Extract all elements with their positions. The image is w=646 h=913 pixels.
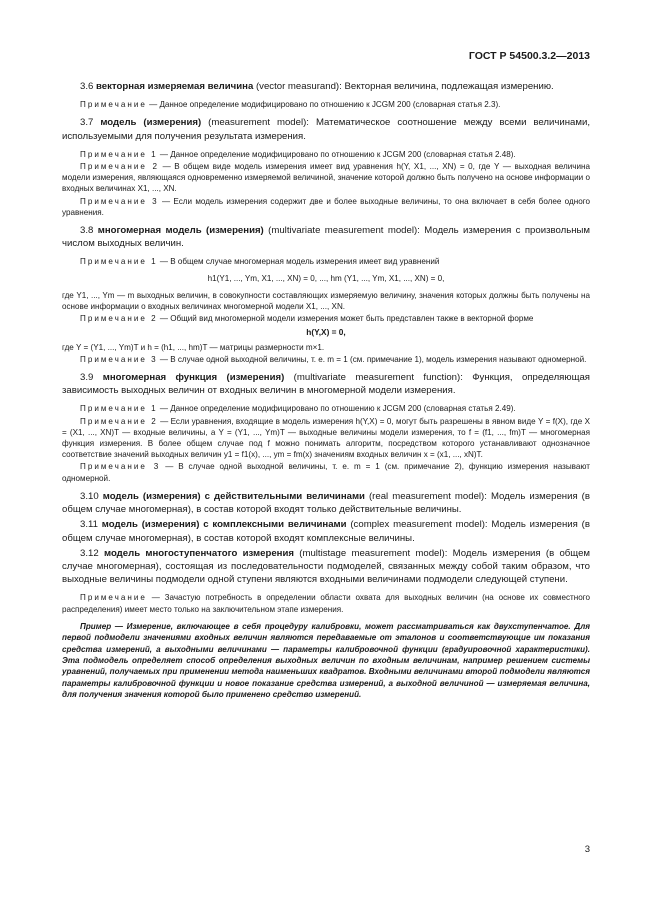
example-calibration: Пример — Измерение, включающее в себя процедуру калибровки, может рассматриваться как двухступенчатое. Для первой подмодели значениями входных величин являются передаваемые от эталонов и соответствующие им показания средства измерений, а выходными величинами — параметры калибровочной функции (градуировочной характеристики). Эта подмодель определяет способ определения выходных величин по входным величинам, например решением системы уравнений, получаемых при применении метода наименьших квадратов. Входными величинами второй подмодели являются параметры калибровочной функции и новое показание средства измерений, а выходной величиной — измеряемая величина, для получения значения которой было применено средство измерений.	[62, 621, 590, 700]
definition-3-10: 3.10 модель (измерения) с действительными величинами (real measurement model): Модель измерения (в общем случае многомерная), в состав которой входят только действительные величины.	[62, 490, 590, 516]
note-3-9-2: Примечание 2 — Если уравнения, входящие в модель измерения h(Y,X) = 0, могут быть разрешены в явном виде Y = f(X), где X = (X1, ..., XN)T — входные величины, а Y = (Y1, ..., Ym)T — выходные величины модели измерения, то f = (f1, ..., fm)T — многомерная функция измерения. В более общем случае под f можно понимать алгоритм, посредством которого устанавливают однозначное соответствие значений выходных величин y1 = f1(x), ..., ym = fm(x) значениям входных величин x = (x1, ..., xN)T.	[62, 416, 590, 460]
term: многомерная модель (измерения)	[97, 225, 264, 237]
note-3-7-1: Примечание 1 — Данное определение модифицировано по отношению к JCGM 200 (словарная статья 2.48).	[80, 149, 516, 159]
definition-3-8: 3.8 многомерная модель (измерения) (multivariate measurement model): Модель измерения с произвольным числом выходных величин.	[62, 225, 590, 250]
note-3-6: Примечание — Данное определение модифицировано по отношению к JCGM 200 (словарная статья 2.3).	[80, 100, 501, 110]
note-3-9-1: Примечание 1 — Данное определение модифицировано по отношению к JCGM 200 (словарная статья 2.49).	[80, 404, 516, 414]
definition-3-9: 3.9 многомерная функция (измерения) (multivariate measurement function): Функция, определяющая зависимость выходных величин от входных величин в многомерной модели измерения.	[62, 372, 590, 397]
page-number: 3	[584, 844, 590, 855]
term: модель многоступенчатого измерения	[103, 547, 294, 559]
note-3-9-3: Примечание 3 — В случае одной выходной величины, т. е. m = 1 (см. примечание 2), функцию измерения называют одномерной.	[62, 462, 590, 483]
formula-vector-form: h(Y,X) = 0,	[306, 327, 346, 338]
document-body	[62, 80, 590, 701]
note-3-8-2-continued: где Y = (Y1, ..., Ym)T и h = (h1, ..., hm)T — матрицы размерности m×1.	[62, 342, 325, 352]
document-header: ГОСТ Р 54500.3.2—2013	[468, 50, 590, 62]
term: векторная измеряемая величина	[96, 81, 254, 92]
note-3-8-1-continued: где Y1, ..., Ym — m выходных величин, в совокупности составляющих измеряемую величину, значения которых должны быть получены на основе информации о входных величинах многомерной модели X1, ..., XN.	[62, 290, 590, 312]
note-3-8-2: Примечание 2 — Общий вид многомерной модели измерения может быть представлен также в векторной форме	[80, 314, 534, 324]
formula-multivariate-model: h1(Y1, ..., Ym, X1, ..., XN) = 0, ..., hm (Y1, ..., Ym, X1, ..., XN) = 0,	[207, 273, 445, 283]
term: модель (измерения)	[100, 117, 202, 129]
note-3-12: Примечание — Зачастую потребность в определении области охвата для выходных величин (на основе их совместного распределения) имеет место только на заключительном этапе измерения.	[62, 593, 590, 614]
definition-3-12: 3.12 модель многоступенчатого измерения (multistage measurement model): Модель измерения (в общем случае многомерная), состоящая из последовательности подмоделей, связанных между собой таким образом, что выходные величины подмодели одной ступени являются входными величинами подмодели следующей ступени.	[62, 547, 590, 586]
definition-3-11: 3.11 модель (измерения) с комплексными величинами (complex measurement model): Модель измерения (в общем случае многомерная), в состав которой входят комплексные величины.	[62, 519, 590, 544]
note-3-7-2: Примечание 2 — В общем виде модель измерения имеет вид уравнения h(Y, X1, ..., XN) = 0, где Y — выходная величина модели измерения, являющаяся одновременно измеряемой величиной, значение которой должно быть получено на основе информации о входных величинах X1, ..., XN.	[62, 162, 590, 194]
term: модель (измерения) с действительными величинами	[102, 490, 365, 502]
term: модель (измерения) с комплексными величинами	[101, 519, 347, 531]
definition-3-6: 3.6 векторная измеряемая величина (vector measurand): Векторная величина, подлежащая измерению.	[80, 81, 554, 92]
note-3-8-3: Примечание 3 — В случае одной выходной величины, т. е. m = 1 (см. примечание 1), модель измерения называют одномерной.	[80, 354, 587, 364]
definition-3-7: 3.7 модель (измерения) (measurement model): Математическое соотношение между всеми величинами, используемыми для получения результата измерения.	[62, 117, 590, 142]
note-3-7-3: Примечание 3 — Если модель измерения содержит две и более выходные величины, то она включает в себя более одного уравнения.	[62, 196, 590, 217]
note-3-8-1: Примечание 1 — В общем случае многомерная модель измерения имеет вид уравнений	[80, 257, 440, 267]
term: многомерная функция (измерения)	[102, 372, 285, 384]
